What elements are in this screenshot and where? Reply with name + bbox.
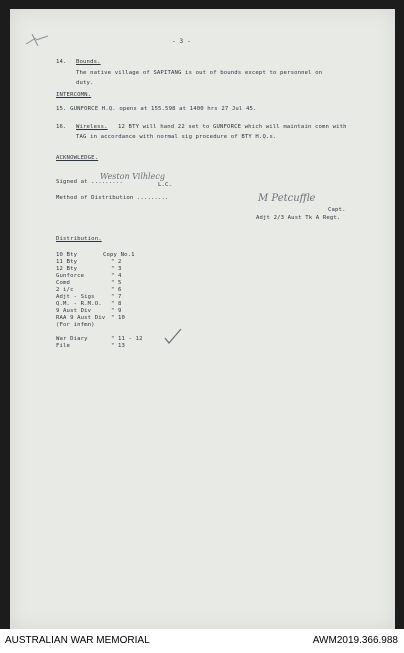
list-item: Comd	[56, 280, 71, 286]
para-14-line-2: duty.	[76, 80, 94, 86]
list-item-copy: " 3	[111, 266, 122, 272]
list-item: Adjt - Sigs	[56, 294, 95, 300]
para-15: 15. GUNFORCE H.Q. opens at 155.598 at 1400 hrs 27 Jul 45.	[56, 106, 257, 112]
method-of-distribution: Method of Distribution .........	[56, 195, 169, 201]
capt-label: Capt.	[328, 207, 346, 213]
list-item: File	[56, 343, 71, 349]
para-14-line-1: The native village of SAPITANG is out of bounds except to personnel on	[76, 70, 323, 76]
adjt-label: Adjt 2/3 Aust Tk A Regt.	[256, 215, 341, 221]
distribution-heading: Distribution.	[56, 236, 102, 242]
list-item-copy: " 7	[111, 294, 122, 300]
list-item-copy: " 11 - 12	[111, 336, 143, 342]
footer-accession-number: AWM2019.366.988	[312, 635, 398, 646]
signature-handwriting: M Petcuffle	[258, 193, 316, 204]
list-item: 9 Aust Div	[56, 308, 92, 314]
para-16-heading: Wireless.	[76, 124, 108, 130]
list-item-copy: " 8	[111, 301, 122, 307]
signed-at-handwriting: Weston Vilhlecg	[100, 172, 165, 181]
list-item: War Diary	[56, 336, 88, 342]
list-item: 12 Bty	[56, 266, 78, 272]
intercomn-heading: INTERCOMN.	[56, 92, 92, 98]
footer-source: AUSTRALIAN WAR MEMORIAL	[5, 635, 150, 646]
para-14-number: 14.	[56, 59, 67, 65]
acknowledge-heading: ACKNOWLEDGE.	[56, 155, 99, 161]
pen-mark-icon	[22, 30, 52, 50]
list-item-copy: " 13	[111, 343, 126, 349]
list-item: Q.M. - R.M.O.	[56, 301, 102, 307]
page-number: - 3 -	[172, 38, 191, 45]
list-item: 11 Bty	[56, 259, 78, 265]
list-item: 2 i/c	[56, 287, 74, 293]
list-item-copy: " 10	[111, 315, 126, 321]
list-item-copy: " 5	[111, 280, 122, 286]
list-item-copy: " 9	[111, 308, 122, 314]
lc-label: L.C.	[158, 182, 173, 188]
list-item-copy: Copy No.1	[103, 252, 135, 258]
list-item-copy: " 4	[111, 273, 122, 279]
list-item: 10 Bty	[56, 252, 78, 258]
signed-at: Signed at .........	[56, 179, 123, 185]
checkmark-icon	[163, 327, 183, 345]
para-16-line-1: 12 BTY will hand 22 set to GUNFORCE which will maintain comn with	[118, 124, 347, 130]
para-16-number: 16.	[56, 124, 67, 130]
list-item: Gunforce	[56, 273, 85, 279]
list-item: (For infmn)	[56, 322, 95, 328]
para-16-line-2: TAG in accordance with normal sig procedure of BTY H.Q.s.	[76, 134, 277, 140]
list-item-copy: " 2	[111, 259, 122, 265]
footer-bar	[0, 629, 404, 653]
para-14-heading: Bounds.	[76, 59, 101, 65]
list-item: RAA 9 Aust Div	[56, 315, 106, 321]
list-item-copy: " 6	[111, 287, 122, 293]
